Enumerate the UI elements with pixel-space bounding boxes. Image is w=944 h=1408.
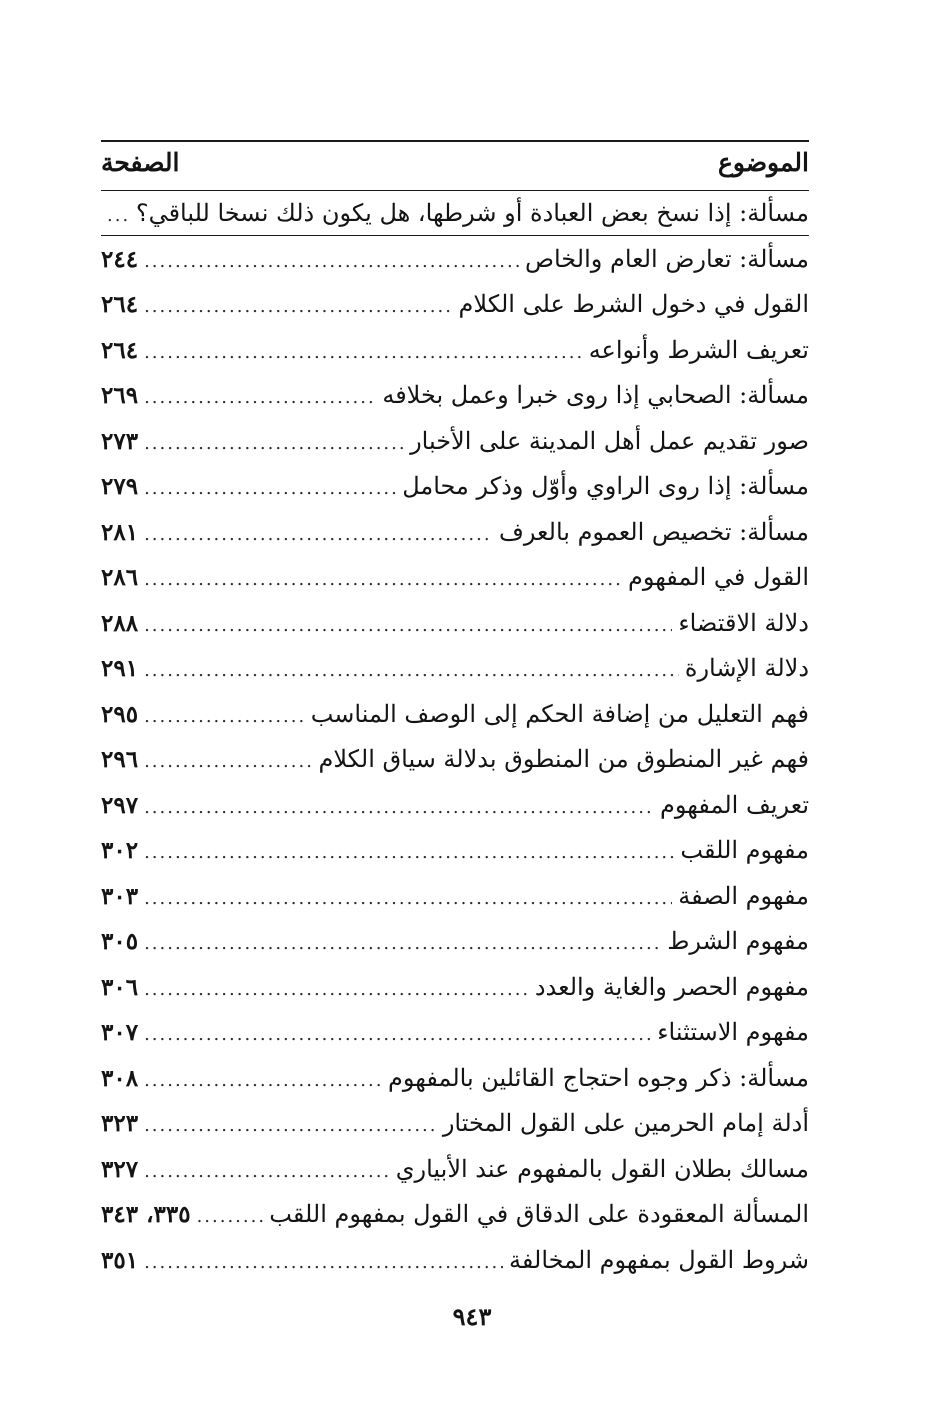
dot-leader xyxy=(144,375,376,421)
dot-leader xyxy=(144,694,305,740)
dot-leader xyxy=(197,1194,264,1240)
toc-entry-page: ٢٨٦ xyxy=(101,564,139,591)
toc-entry-page: ٢٧٩ xyxy=(101,473,139,500)
dot-leader xyxy=(144,284,452,330)
toc-entry-page: ٢٨٨ xyxy=(101,609,139,637)
toc-entry xyxy=(101,919,809,965)
toc-entry xyxy=(101,1101,809,1147)
toc-entry xyxy=(101,828,809,874)
toc-entry-page: ٢٩١ xyxy=(101,655,139,682)
toc-entry-page: ٣٠٣ xyxy=(101,882,139,910)
top-rule xyxy=(101,140,809,142)
toc-entry-title: مفهوم الاستثناء xyxy=(657,1018,809,1046)
dot-leader xyxy=(144,1058,382,1104)
toc-entry xyxy=(101,601,809,647)
toc-entry-title: مسألة: الصحابي إذا روى خبرا وعمل بخلافه xyxy=(382,381,809,409)
page-column-heading: الصفحة xyxy=(101,148,180,177)
dot-leader xyxy=(144,1149,390,1195)
toc-entry-title: تعريف الشرط وأنواعه xyxy=(588,335,809,364)
first-row-underline xyxy=(101,235,809,236)
toc-entry xyxy=(101,282,809,328)
toc-entry-title: شروط القول بمفهوم المخالفة xyxy=(509,1245,809,1274)
toc-entry xyxy=(101,464,809,510)
toc-entry xyxy=(101,874,809,920)
toc-entry xyxy=(101,237,809,283)
toc-entry-title: دلالة الاقتضاء xyxy=(678,608,809,637)
toc-list xyxy=(101,191,809,1283)
toc-entry-title: مفهوم الصفة xyxy=(678,881,809,910)
toc-entry-title: تعريف المفهوم xyxy=(660,790,809,819)
toc-entry xyxy=(101,646,809,692)
dot-leader xyxy=(107,193,130,239)
toc-entry xyxy=(101,510,809,556)
toc-entry-title: صور تقديم عمل أهل المدينة على الأخبار xyxy=(410,426,809,455)
dot-leader xyxy=(144,239,519,285)
toc-entry-title: مسألة: إذا روى الراوي وأوّل وذكر محامل xyxy=(402,472,809,500)
toc-entry-page: ٣٠٦ xyxy=(101,973,139,1001)
toc-entry-title: دلالة الإشارة xyxy=(684,654,809,682)
toc-entry-page: ٣٠٥ xyxy=(101,928,139,955)
toc-entry-title: القول في المفهوم xyxy=(627,563,809,591)
dot-leader xyxy=(144,876,672,922)
toc-entry-page: ٢٩٥ xyxy=(101,700,139,728)
toc-entry-page: ٢٦٤ xyxy=(101,336,139,364)
toc-entry-title: القول في دخول الشرط على الكلام xyxy=(458,290,809,318)
toc-entry-title: مفهوم اللقب xyxy=(680,836,809,864)
toc-entry-title: مسألة: ذكر وجوه احتجاج القائلين بالمفهوم xyxy=(388,1063,809,1092)
toc-entry-page: ٢٨١ xyxy=(101,518,139,546)
dot-leader xyxy=(144,830,674,876)
dot-leader xyxy=(144,557,622,603)
dot-leader xyxy=(144,603,672,649)
toc-entry-page: ٢٤٤ xyxy=(101,245,139,273)
dot-leader xyxy=(144,648,679,694)
toc-entry xyxy=(101,1238,809,1284)
toc-entry-page: ٢٧٣ xyxy=(101,427,139,455)
toc-entry xyxy=(101,328,809,374)
toc-entry xyxy=(101,1010,809,1056)
toc-entry-title: مفهوم الحصر والغاية والعدد xyxy=(534,972,809,1001)
toc-entry-page: ٢٩٧ xyxy=(101,791,139,819)
toc-entry-title: مسألة: تعارض العام والخاص xyxy=(524,244,809,273)
toc-entry xyxy=(101,1056,809,1102)
toc-entry-title: أدلة إمام الحرمين على القول المختار xyxy=(442,1109,809,1137)
toc-entry-page: ٣٣٥، ٣٤٣ xyxy=(101,1201,191,1228)
toc-entry xyxy=(101,373,809,419)
toc-entry xyxy=(101,965,809,1011)
dot-leader xyxy=(144,466,396,512)
toc-entry-title: مسألة: إذا نسخ بعض العبادة أو شرطها، هل يكون ذلك نسخا للباقي؟ xyxy=(135,199,809,227)
toc-entry-page: ٣٢٣ xyxy=(101,1110,139,1137)
dot-leader xyxy=(144,921,661,967)
toc-entry-page: ٣٢٧ xyxy=(101,1155,139,1183)
topic-column-heading: الموضوع xyxy=(718,148,809,177)
toc-entry xyxy=(101,692,809,738)
toc-entry-page: ٣٠٢ xyxy=(101,837,139,864)
dot-leader xyxy=(144,421,404,467)
dot-leader xyxy=(144,967,529,1013)
toc-entry-title: مفهوم الشرط xyxy=(667,927,809,955)
toc-entry-page: ٣٠٧ xyxy=(101,1019,139,1046)
toc-entry-title: مسالك بطلان القول بالمفهوم عند الأبياري xyxy=(395,1154,809,1183)
toc-entry-title: فهم التعليل من إضافة الحكم إلى الوصف المناسب xyxy=(310,699,809,728)
toc-entry-page: ٣٥١ xyxy=(101,1246,139,1274)
toc-entry-page: ٢٦٩ xyxy=(101,382,139,409)
toc-entry xyxy=(101,1147,809,1193)
toc-entry xyxy=(101,737,809,783)
dot-leader xyxy=(144,785,654,831)
toc-entry-title: المسألة المعقودة على الدقاق في القول بمفهوم اللقب xyxy=(269,1200,809,1228)
toc-entry xyxy=(101,783,809,829)
toc-entry-page: ٣٠٨ xyxy=(101,1064,139,1092)
page-number: ٩٤٣ xyxy=(452,1302,492,1331)
toc-entry-title: فهم غير المنطوق من المنطوق بدلالة سياق الكلام xyxy=(318,745,809,773)
dot-leader xyxy=(144,1103,437,1149)
toc-entry xyxy=(101,1192,809,1238)
dot-leader xyxy=(144,512,493,558)
dot-leader xyxy=(144,1240,503,1286)
toc-entry xyxy=(101,419,809,465)
toc-entry-title: مسألة: تخصيص العموم بالعرف xyxy=(498,517,809,546)
dot-leader xyxy=(144,330,583,376)
toc-entry xyxy=(101,555,809,601)
dot-leader xyxy=(144,739,312,785)
toc-header xyxy=(101,148,809,186)
toc-entry-page: ٢٦٤ xyxy=(101,291,139,318)
dot-leader xyxy=(144,1012,651,1058)
toc-entry-page: ٢٩٦ xyxy=(101,746,139,773)
toc-entry xyxy=(101,191,809,237)
